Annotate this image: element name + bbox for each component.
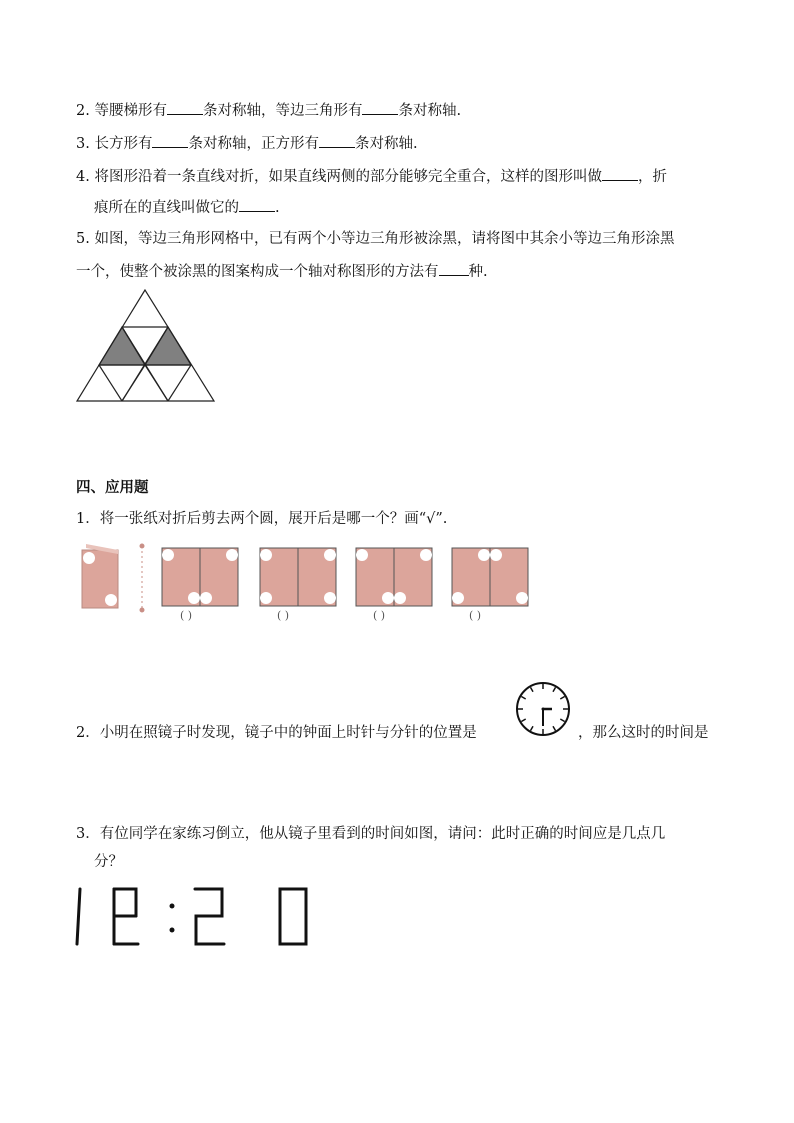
- answer-blank[interactable]: [167, 100, 203, 115]
- folded-sheet: [82, 544, 118, 608]
- answer-blank[interactable]: [602, 166, 638, 181]
- question-5-line-2: 一个，使整个被涂黑的图案构成一个轴对称图形的方法有 种.: [76, 261, 488, 282]
- section-heading: 四、应用题: [76, 479, 149, 496]
- option-b[interactable]: [260, 548, 336, 606]
- question-2: 2. 等腰梯形有 条对称轴，等边三角形有 条对称轴.: [76, 100, 461, 121]
- option-d[interactable]: [452, 548, 528, 606]
- mirror-clock-icon: [514, 680, 574, 740]
- app-question-2-prefix: 2．小明在照镜子时发现，镜子中的钟面上时针与分针的位置是: [76, 725, 477, 741]
- answer-blank[interactable]: [362, 100, 398, 115]
- option-b-answer[interactable]: ( ): [277, 609, 290, 622]
- mirror-digital-clock-figure: [70, 884, 320, 954]
- answer-blank[interactable]: [239, 197, 275, 212]
- fold-line: [140, 544, 144, 612]
- question-4-line-2: 痕所在的直线叫做它的 .: [94, 197, 280, 218]
- option-c[interactable]: [356, 548, 432, 606]
- question-4-line-1: 4. 将图形沿着一条直线对折，如果直线两侧的部分能够完全重合，这样的图形叫做 ，折: [76, 166, 667, 187]
- answer-blank[interactable]: [152, 133, 188, 148]
- option-c-answer[interactable]: ( ): [373, 609, 386, 622]
- app-question-3-line-2: 分？: [94, 854, 123, 870]
- option-d-answer[interactable]: ( ): [469, 609, 482, 622]
- option-a-answer[interactable]: ( ): [180, 609, 193, 622]
- folded-paper-figure: [80, 540, 550, 620]
- question-3: 3. 长方形有 条对称轴，正方形有 条对称轴.: [76, 133, 418, 154]
- shaded-triangle: [145, 327, 191, 365]
- app-question-2-suffix: ，那么这时的时间是: [578, 725, 709, 741]
- answer-blank[interactable]: [439, 261, 469, 276]
- triangle-grid-figure: [76, 289, 216, 404]
- answer-blank[interactable]: [319, 133, 355, 148]
- app-question-3-line-1: 3．有位同学在家练习倒立，他从镜子里看到的时间如图，请问：此时正确的时间应是几点几: [76, 826, 666, 842]
- app-question-1: 1．将一张纸对折后剪去两个圆，展开后是哪一个？画“√”.: [76, 511, 448, 527]
- question-5-line-1: 5. 如图，等边三角形网格中，已有两个小等边三角形被涂黑，请将图中其余小等边三角形涂黑: [76, 231, 675, 247]
- shaded-triangle: [99, 327, 145, 365]
- option-a[interactable]: [162, 548, 238, 606]
